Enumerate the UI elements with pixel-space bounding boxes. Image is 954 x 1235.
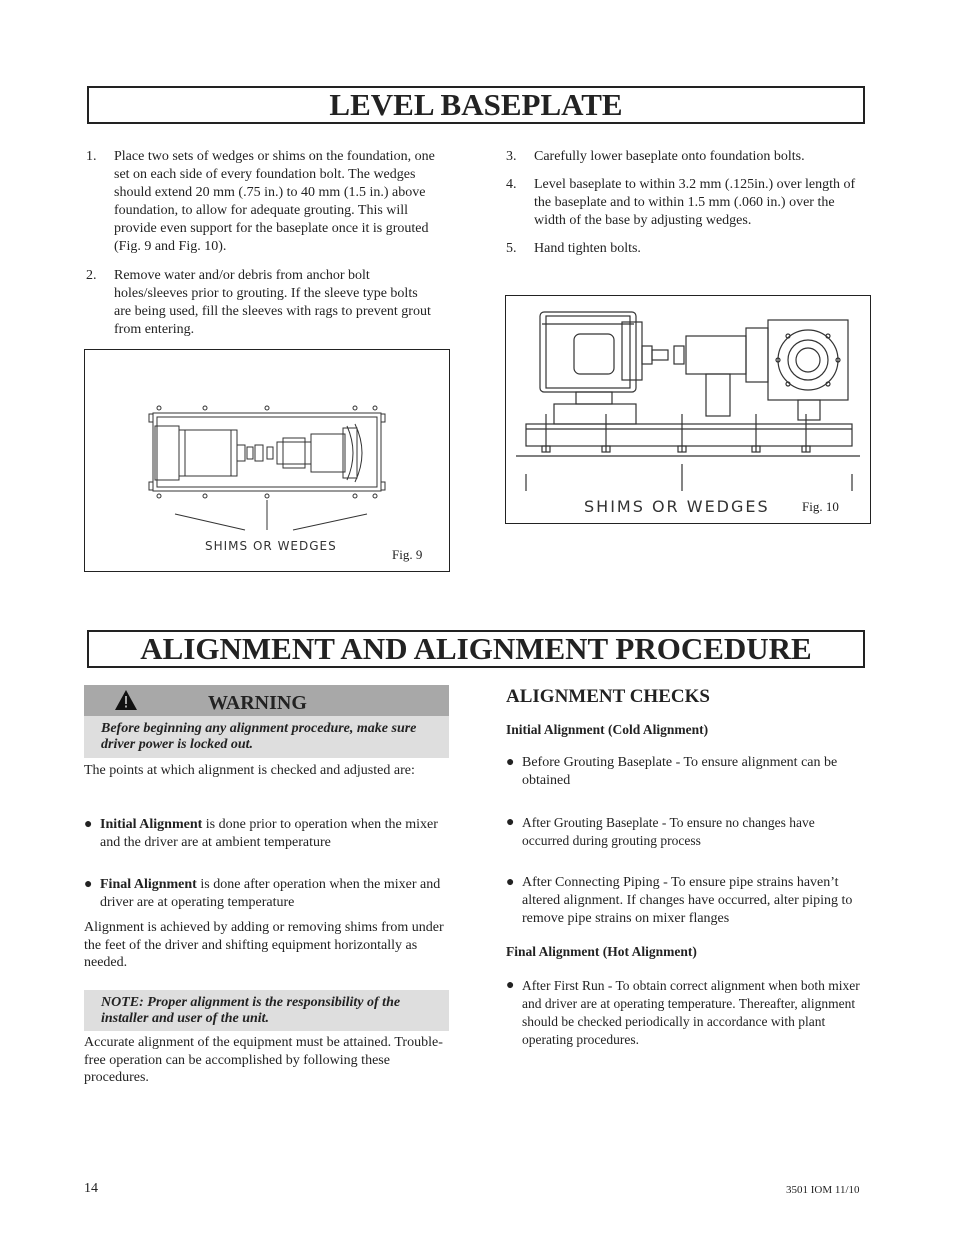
- list-item: 2. Remove water and/or debris from anchor bolt holes/sleeves prior to grouting. If the sleeve type bolts are being used, fill the sleeves with rags to prevent grout from entering.: [86, 268, 431, 337]
- figure-9-drawing: [85, 350, 448, 570]
- bullet-dot-icon: ●: [84, 817, 93, 832]
- note-text: NOTE: Proper alignment is the responsibility of the installer and user of the unit.: [101, 995, 401, 1026]
- closing-text: Accurate alignment of the equipment must be attained. Trouble-free operation can be accomplished by following these procedures.: [84, 1035, 443, 1085]
- bullet-dot-icon: ●: [84, 877, 93, 892]
- bullet-dot-icon: ●: [506, 755, 515, 770]
- list-item: 5. Hand tighten bolts.: [506, 241, 641, 256]
- hot-alignment-heading: Final Alignment (Hot Alignment): [506, 944, 697, 959]
- figure-10-drawing: [506, 296, 869, 522]
- intro-text: The points at which alignment is checked and adjusted are:: [84, 763, 415, 778]
- warning-header: [84, 685, 449, 716]
- list-item: 4. Level baseplate to within 3.2 mm (.125in.) over length of the baseplate and to within 1.5 mm (.060 in.) over the width of the base by adjusting wedges.: [506, 177, 856, 228]
- cold-alignment-heading: Initial Alignment (Cold Alignment): [506, 722, 709, 737]
- achieved-text: Alignment is achieved by adding or removing shims from under the feet of the driver and shifting equipment horizontally as needed.: [84, 920, 444, 970]
- figure-9-caption: Fig. 9: [392, 547, 423, 562]
- bullet-dot-icon: ●: [506, 978, 515, 993]
- list-item: ● After First Run - To obtain correct alignment when both mixer and driver are at operating temperature. Thereafter, alignment should be checked periodically in accordance with plant operating procedures.: [506, 978, 860, 1047]
- figure-10-label: SHIMS OR WEDGES: [584, 497, 770, 516]
- list-item: ● Initial Alignment is done prior to operation when the mixer and the driver are at ambient temperature: [84, 817, 438, 850]
- figure-10-caption: Fig. 10: [802, 499, 839, 514]
- figure-9-label: SHIMS OR WEDGES: [205, 539, 337, 553]
- section-title-level-baseplate: LEVEL BASEPLATE: [87, 86, 865, 124]
- list-item: ● Final Alignment is done after operation when the mixer and driver are at operating temperature: [84, 877, 441, 910]
- warning-body: [84, 716, 449, 758]
- alignment-checks-heading: ALIGNMENT CHECKS: [506, 686, 710, 707]
- list-item: 1. Place two sets of wedges or shims on the foundation, one set on each side of every foundation bolt. The wedges should extend 20 mm (.75 in.) to 40 mm (1.5 in.) above foundation, to allow for adequate grouting. This will provide even support for the baseplate once it is grouted (Fig. 9 and Fig. 10).: [86, 149, 435, 254]
- list-item: ● After Grouting Baseplate - To ensure no changes have occurred during grouting process: [506, 815, 815, 848]
- section-title-alignment: ALIGNMENT AND ALIGNMENT PROCEDURE: [87, 630, 865, 668]
- warning-heading: WARNING: [208, 692, 307, 714]
- page-number: 14: [84, 1181, 98, 1196]
- list-item: 3. Carefully lower baseplate onto foundation bolts.: [506, 149, 805, 164]
- bullet-dot-icon: ●: [506, 875, 515, 890]
- figure-9: [84, 349, 450, 572]
- list-item: ● After Connecting Piping - To ensure pipe strains haven’t altered alignment. If changes have occurred, alter piping to remove pipe strains on mixer flanges: [506, 875, 853, 926]
- warning-text: Before beginning any alignment procedure, make sure driver power is locked out.: [101, 721, 417, 752]
- document-id: 3501 IOM 11/10: [786, 1184, 860, 1196]
- note-box: [84, 990, 449, 1031]
- figure-10: [505, 295, 871, 524]
- list-item: ● Before Grouting Baseplate - To ensure alignment can be obtained: [506, 755, 838, 788]
- warning-triangle-icon: [114, 689, 138, 711]
- bullet-dot-icon: ●: [506, 815, 515, 830]
